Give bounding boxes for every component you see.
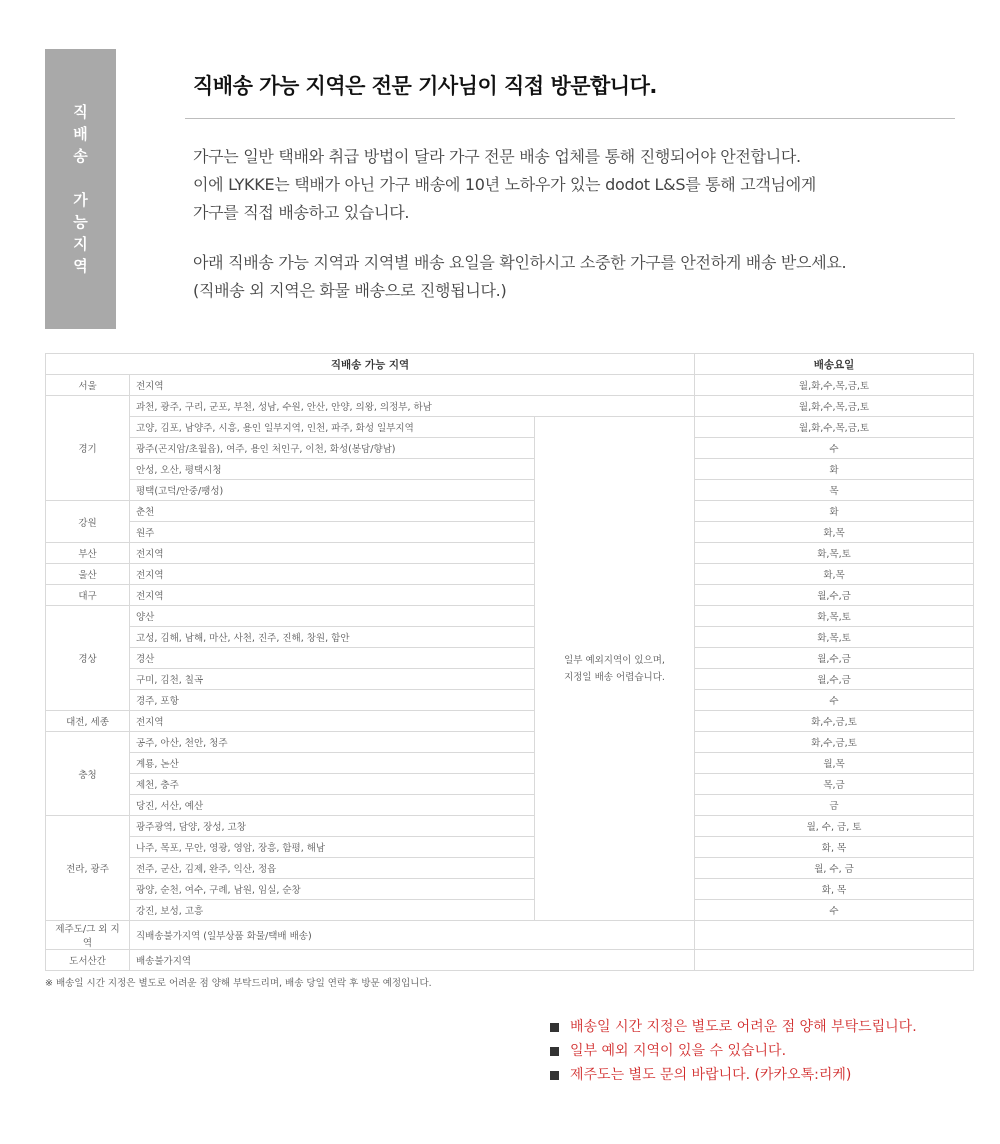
delivery-days-cell xyxy=(695,950,974,971)
square-bullet-icon xyxy=(550,1047,559,1056)
region-cell: 서울 xyxy=(46,375,130,396)
delivery-days-cell: 월,화,수,목,금,토 xyxy=(695,396,974,417)
side-tab-label xyxy=(45,49,116,329)
table-row xyxy=(46,522,974,543)
region-cell: 도서산간 xyxy=(46,950,130,971)
notice-text: 제주도는 별도 문의 바랍니다. (카카오톡:리케) xyxy=(570,1067,852,1083)
area-cell: 광주(곤지암/초월읍), 여주, 용인 처인구, 이천, 화성(봉담/향남) xyxy=(130,438,535,459)
table-row xyxy=(46,774,974,795)
area-cell: 계룡, 논산 xyxy=(130,753,535,774)
table-row xyxy=(46,753,974,774)
table-row xyxy=(46,732,974,753)
table-row xyxy=(46,438,974,459)
area-cell: 전지역 xyxy=(130,564,535,585)
delivery-days-cell: 목,금 xyxy=(695,774,974,795)
delivery-days-cell: 금 xyxy=(695,795,974,816)
table-row xyxy=(46,648,974,669)
table-row xyxy=(46,585,974,606)
intro-line: 이에 LYKKE는 택배가 아닌 가구 배송에 10년 노하우가 있는 dodot L&S를 통해 고객님에게 xyxy=(193,175,817,194)
delivery-days-cell: 화 xyxy=(695,459,974,480)
delivery-days-cell xyxy=(695,921,974,950)
area-cell: 원주 xyxy=(130,522,535,543)
table-body xyxy=(46,375,974,971)
table-row xyxy=(46,858,974,879)
table-row xyxy=(46,501,974,522)
side-tab-char: 가 xyxy=(73,191,88,209)
area-cell: 광주광역, 담양, 장성, 고창 xyxy=(130,816,535,837)
table-row xyxy=(46,375,974,396)
side-tab-char: 역 xyxy=(73,257,88,275)
region-cell: 대전, 세종 xyxy=(46,711,130,732)
region-cell: 대구 xyxy=(46,585,130,606)
region-cell: 경상 xyxy=(46,606,130,711)
square-bullet-icon xyxy=(550,1071,559,1080)
table-row xyxy=(46,606,974,627)
area-cell: 경주, 포항 xyxy=(130,690,535,711)
area-cell: 안성, 오산, 평택시청 xyxy=(130,459,535,480)
area-cell: 경산 xyxy=(130,648,535,669)
side-tab-char: 능 xyxy=(73,213,88,231)
region-cell: 경기 xyxy=(46,396,130,501)
area-cell: 전지역 xyxy=(130,711,535,732)
table-row xyxy=(46,900,974,921)
delivery-days-cell: 화, 목 xyxy=(695,879,974,900)
delivery-days-cell: 월, 수, 금 xyxy=(695,858,974,879)
table-row xyxy=(46,627,974,648)
area-cell: 구미, 김천, 칠곡 xyxy=(130,669,535,690)
area-cell: 당진, 서산, 예산 xyxy=(130,795,535,816)
area-cell: 양산 xyxy=(130,606,535,627)
notice-list xyxy=(548,1015,917,1087)
area-cell: 과천, 광주, 구리, 군포, 부천, 성남, 수원, 안산, 안양, 의왕, 의정부, 하남 xyxy=(130,396,695,417)
area-cell: 직배송불가지역 (일부상품 화물/택배 배송) xyxy=(130,921,695,950)
delivery-days-cell: 화 xyxy=(695,501,974,522)
region-cell: 부산 xyxy=(46,543,130,564)
table-row xyxy=(46,690,974,711)
side-tab-char: 지 xyxy=(73,235,88,253)
area-cell: 배송불가지역 xyxy=(130,950,695,971)
area-cell: 광양, 순천, 여수, 구례, 남원, 임실, 순창 xyxy=(130,879,535,900)
delivery-days-cell: 화,수,금,토 xyxy=(695,732,974,753)
page-title: 직배송 가능 지역은 전문 기사님이 직접 방문합니다. xyxy=(193,74,657,98)
delivery-days-cell: 화,목 xyxy=(695,522,974,543)
intro-line: 가구는 일반 택배와 취급 방법이 달라 가구 전문 배송 업체를 통해 진행되어야 안전합니다. xyxy=(193,147,801,166)
table-header-row xyxy=(46,354,974,375)
exception-note-cell xyxy=(535,417,695,921)
delivery-days-cell: 수 xyxy=(695,690,974,711)
square-bullet-icon xyxy=(550,1023,559,1032)
delivery-days-cell: 수 xyxy=(695,438,974,459)
delivery-days-cell: 화,목,토 xyxy=(695,606,974,627)
delivery-days-cell: 월,수,금 xyxy=(695,585,974,606)
table-row xyxy=(46,417,974,438)
area-cell: 전지역 xyxy=(130,375,695,396)
table-row xyxy=(46,564,974,585)
delivery-days-cell: 화,목,토 xyxy=(695,543,974,564)
footnote: ※ 배송일 시간 지정은 별도로 어려운 점 양해 부탁드리며, 배송 당일 연락 후 방문 예정입니다. xyxy=(45,978,432,989)
delivery-days-cell: 수 xyxy=(695,900,974,921)
table-row xyxy=(46,459,974,480)
region-cell: 전라, 광주 xyxy=(46,816,130,921)
table-row xyxy=(46,669,974,690)
area-cell: 춘천 xyxy=(130,501,535,522)
delivery-days-cell: 화,목 xyxy=(695,564,974,585)
side-tab-char: 배 xyxy=(73,125,88,143)
note-line: 일부 예외지역이 있으며, xyxy=(564,654,665,666)
side-tab-char: 송 xyxy=(73,147,88,165)
notice-text: 배송일 시간 지정은 별도로 어려운 점 양해 부탁드립니다. xyxy=(570,1019,917,1035)
delivery-days-cell: 화,목,토 xyxy=(695,627,974,648)
table-row xyxy=(46,879,974,900)
table-row xyxy=(46,711,974,732)
intro-line: 가구를 직접 배송하고 있습니다. xyxy=(193,203,410,222)
table-row xyxy=(46,816,974,837)
header-area: 직배송 가능 지역 xyxy=(46,354,695,375)
region-cell: 충청 xyxy=(46,732,130,816)
delivery-days-cell: 화,수,금,토 xyxy=(695,711,974,732)
notice-item xyxy=(548,1015,917,1039)
table-row xyxy=(46,837,974,858)
delivery-days-cell: 월, 수, 금, 토 xyxy=(695,816,974,837)
area-cell: 공주, 아산, 천안, 청주 xyxy=(130,732,535,753)
table-row xyxy=(46,396,974,417)
table-row xyxy=(46,795,974,816)
table-row xyxy=(46,950,974,971)
delivery-days-cell: 목 xyxy=(695,480,974,501)
notice-text: 일부 예외 지역이 있을 수 있습니다. xyxy=(570,1043,787,1059)
delivery-days-cell: 월,수,금 xyxy=(695,648,974,669)
delivery-days-cell: 월,화,수,목,금,토 xyxy=(695,375,974,396)
delivery-days-cell: 월,목 xyxy=(695,753,974,774)
table-row xyxy=(46,921,974,950)
intro-line: 아래 직배송 가능 지역과 지역별 배송 요일을 확인하시고 소중한 가구를 안전하게 배송 받으세요. xyxy=(193,253,847,272)
delivery-area-table xyxy=(45,353,974,971)
area-cell: 강진, 보성, 고흥 xyxy=(130,900,535,921)
notice-item xyxy=(548,1063,917,1087)
header-days: 배송요일 xyxy=(695,354,974,375)
note-line: 지정일 배송 어렵습니다. xyxy=(564,671,665,683)
area-cell: 고양, 김포, 남양주, 시흥, 용인 일부지역, 인천, 파주, 화성 일부지역 xyxy=(130,417,535,438)
area-cell: 나주, 목포, 무안, 영광, 영암, 장흥, 함평, 해남 xyxy=(130,837,535,858)
region-cell: 울산 xyxy=(46,564,130,585)
region-cell: 제주도/그 외 지역 xyxy=(46,921,130,950)
side-tab-char: 직 xyxy=(73,103,88,121)
delivery-days-cell: 월,화,수,목,금,토 xyxy=(695,417,974,438)
delivery-days-cell: 화, 목 xyxy=(695,837,974,858)
area-cell: 전지역 xyxy=(130,543,535,564)
area-cell: 평택(고덕/안중/팽성) xyxy=(130,480,535,501)
intro-text xyxy=(193,143,963,305)
delivery-days-cell: 월,수,금 xyxy=(695,669,974,690)
title-divider xyxy=(185,118,955,119)
table-row xyxy=(46,480,974,501)
intro-line: (직배송 외 지역은 화물 배송으로 진행됩니다.) xyxy=(193,281,507,300)
area-cell: 제천, 충주 xyxy=(130,774,535,795)
table-row xyxy=(46,543,974,564)
area-cell: 고성, 김해, 남해, 마산, 사천, 진주, 진해, 창원, 함안 xyxy=(130,627,535,648)
area-cell: 전지역 xyxy=(130,585,535,606)
region-cell: 강원 xyxy=(46,501,130,543)
notice-item xyxy=(548,1039,917,1063)
area-cell: 전주, 군산, 김제, 완주, 익산, 정읍 xyxy=(130,858,535,879)
